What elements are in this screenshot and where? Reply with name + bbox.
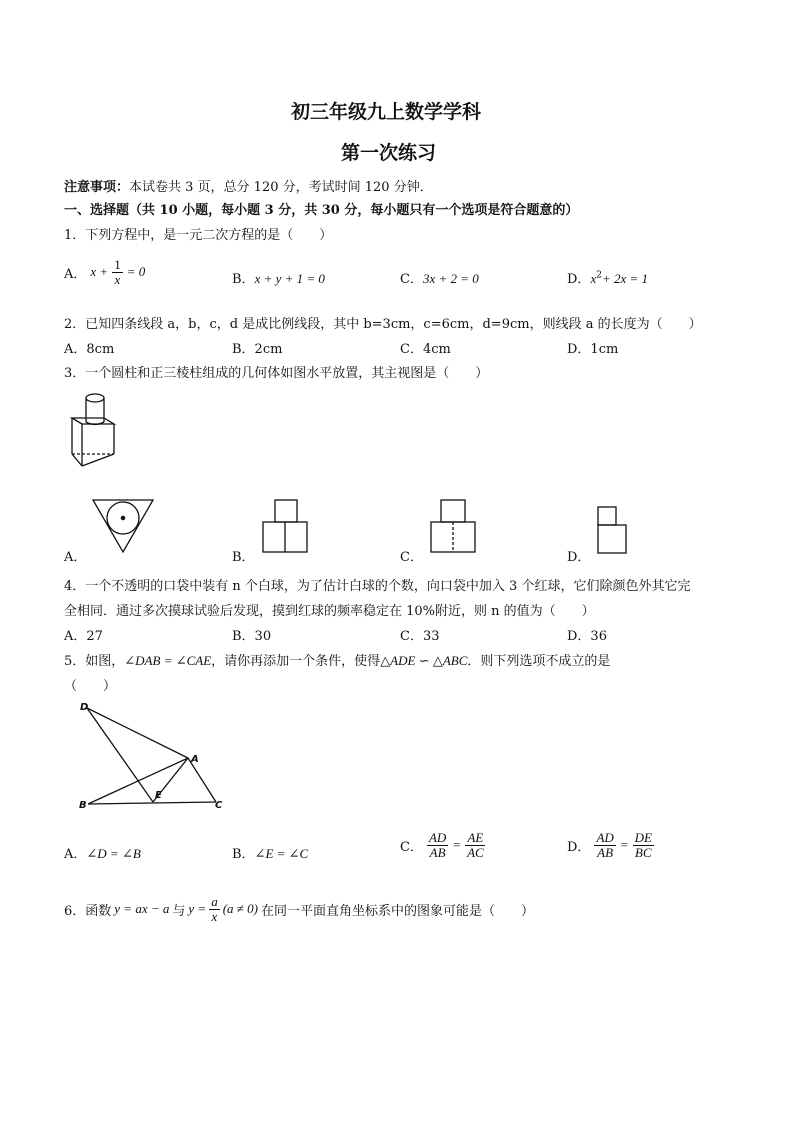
notice-label: 注意事项： [64,180,130,195]
page-subtitle: 第一次练习 [341,142,437,164]
notice-text: 本试卷共 3 页，总分 120 分，考试时间 120 分钟． [129,180,433,195]
q2-option-b: B．2cm [232,342,283,357]
q5-option-d: D． $\frac{AD}{AB}$ = $\frac{DE}{BC}$ [567,830,652,860]
q3-option-d-label: D． [567,550,591,565]
q3-stem: 3．一个圆柱和正三棱柱组成的几何体如图水平放置，其主视图是（ ） [64,366,489,381]
q4-option-d: D．36 [567,629,607,644]
q3-option-c-figure [430,499,478,555]
vertex-label-b: B [79,800,87,811]
page-title: 初三年级九上数学学科 [291,101,482,123]
q2-option-d: D．1cm [567,342,619,357]
q1-option-d: D．$x^2+ 2x = 1$ [567,270,649,287]
q3-option-a-figure [90,498,156,556]
q3-solid-figure [64,388,124,474]
q1-a-post: = 0 [126,264,146,280]
q2-option-c: C．4cm [400,342,451,357]
q3-option-b-label: B． [232,550,255,565]
q3-option-b-figure [262,499,310,555]
q5-option-a: A．∠D = ∠B [64,846,141,862]
q5-line2: （ ） [64,679,117,694]
q5-line1: 5．如图，∠DAB = ∠CAE，请你再添加一个条件，使得△ADE ∽ △ABC．则下列选项不成立的是 [64,653,611,669]
q1-option-b: B．x + y + 1 = 0 [232,271,325,287]
q1-stem: 1．下列方程中，是一元二次方程的是（ ） [64,228,333,243]
q5-option-b: B．∠E = ∠C [232,846,309,862]
q4-line2: 全相同．通过多次摸球试验后发现，摸到红球的频率稳定在 10%附近，则 n 的值为（ ） [64,604,595,619]
q5-triangle-figure [76,700,226,812]
q3-option-d-figure [597,506,629,556]
q6-stem: 6．函数 y = ax − a 与 y = $\frac{a}{x}$ (a ≠ 0) 在同一平面直角坐标系中的图象可能是（ ） [64,894,534,924]
q4-line1: 4．一个不透明的口袋中装有 n 个白球，为了估计白球的个数，向口袋中加入 3 个红球，它们除颜色外其它完 [64,579,691,594]
q1-a-pre: x + [90,264,109,280]
option-label: A． [64,266,87,282]
vertex-label-d: D [80,702,89,713]
q3-option-c-label: C． [400,550,423,565]
vertex-label-a: A [191,754,199,765]
q4-option-b: B．30 [232,629,272,644]
vertex-label-c: C [215,800,223,811]
notice [64,176,433,195]
q3-option-a-label: A． [64,550,87,565]
q5-option-c: C． $\frac{AD}{AB}$ = $\frac{AE}{AC}$ [400,830,484,860]
q2-option-a: A．8cm [64,342,115,357]
vertex-label-e: E [155,790,162,801]
q2-stem: 2．已知四条线段 a，b，c，d 是成比例线段，其中 b=3cm，c=6cm，d=9cm，则线段 a 的长度为（ ） [64,317,702,332]
q1-option-a [64,258,145,286]
q1-a-fraction: $\frac{1}{x}$ [114,257,121,287]
q4-option-c: C．33 [400,629,440,644]
q4-option-a: A．27 [64,629,103,644]
section-heading: 一、选择题（共 10 小题，每小题 3 分，共 30 分，每小题只有一个选项是符合题意的） [64,203,579,218]
q1-option-c: C．3x + 2 = 0 [400,271,479,287]
